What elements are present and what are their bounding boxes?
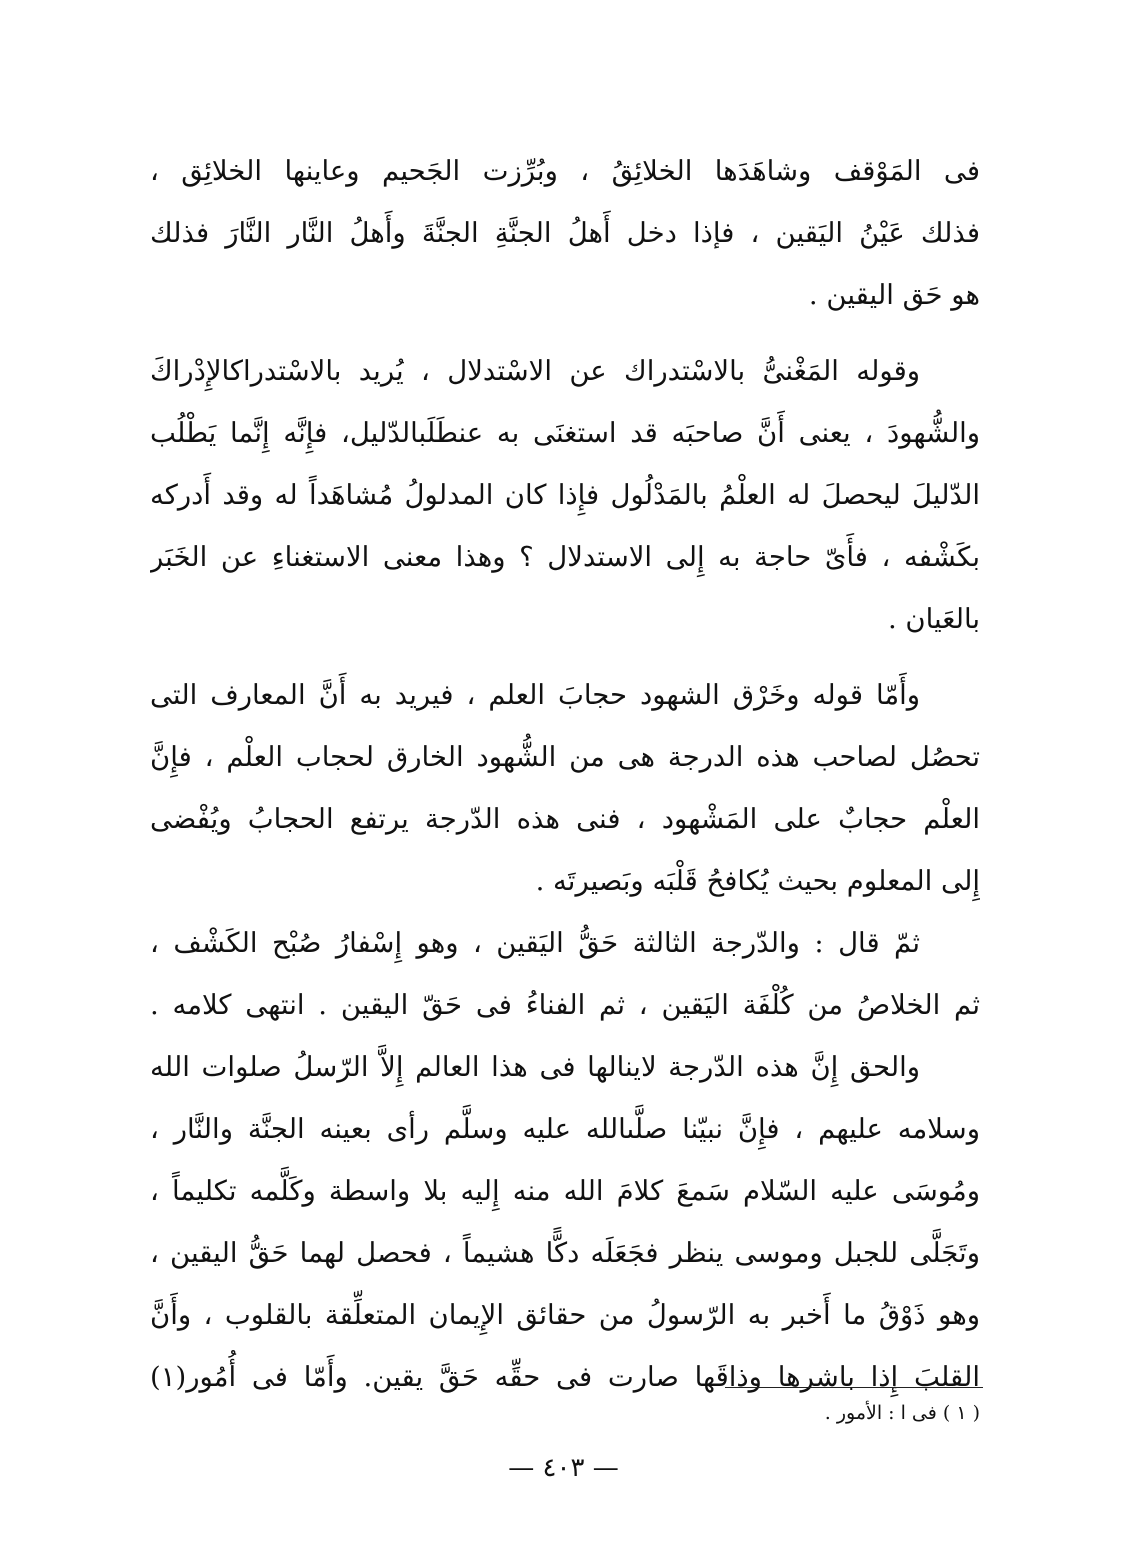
text-line: الدّليلَ ليحصلَ له العلْمُ بالمَدْلُول فإِذا كان المدلولُ مُشاهَداً له وقد أَدركه bbox=[150, 479, 980, 511]
text-line: فذلك عَيْنُ اليَقين ، فإذا دخل أَهلُ الجنَّةِ الجنَّةَ وأَهلُ النَّار النَّارَ فذلك bbox=[150, 217, 980, 249]
text-line: وهو ذَوْقُ ما أَخبر به الرّسولُ من حقائق الإِيمان المتعلِّقة بالقلوب ، وأَنَّ bbox=[150, 1299, 980, 1331]
text-line: بالعَيان . bbox=[887, 603, 980, 635]
page-number: — ٤٠٣ — bbox=[508, 1453, 619, 1483]
text-line: بكَشْفه ، فأَىّ حاجة به إِلى الاستدلال ؟ وهذا معنى الاستغناءِ عن الخَبَر bbox=[150, 541, 980, 573]
text-line: والحق إِنَّ هذه الدّرجة لاينالها فى هذا العالم إِلاَّ الرّسلُ صلوات الله bbox=[150, 1051, 920, 1083]
text-line: هو حَق اليقين . bbox=[808, 279, 980, 311]
text-line: وسلامه عليهم ، فإِنَّ نبيّنا صلَّىالله عليه وسلَّم رأى بعينه الجنَّة والنَّار ، bbox=[150, 1113, 980, 1145]
text-line: فى المَوْقف وشاهَدَها الخلائِقُ ، وبُرِّزت الجَحيم وعاينها الخلائِق ، bbox=[150, 155, 980, 187]
text-line: العلْم حجابٌ على المَشْهود ، فنى هذه الدّرجة يرتفع الحجابُ ويُفْضى bbox=[150, 803, 980, 835]
text-line: ومُوسَى عليه السّلام سَمعَ كلامَ الله منه إِليه بلا واسطة وكَلَّمه تكليماً ، bbox=[150, 1175, 980, 1207]
text-line: ثم الخلاصُ من كُلْفَة اليَقين ، ثم الفناءُ فى حَقّ اليقين . انتهى كلامه . bbox=[150, 989, 980, 1021]
text-line: وتَجَلَّى للجبل وموسى ينظر فجَعَلَه دكًّا هشيماً ، فحصل لهما حَقُّ اليقين ، bbox=[150, 1237, 980, 1269]
text-line: القلبَ إِذا باشرها وذاقَها صارت فى حقِّه حَقَّ يقين. وأَمّا فى أُمُور(١) bbox=[150, 1361, 980, 1393]
text-line: والشُّهودَ ، يعنى أَنَّ صاحبَه قد استغنَى به عنطَلَبالدّليل، فإِنَّه إِنَّما يَطْلُب bbox=[150, 417, 980, 449]
footnote: ( ١ ) فى ا : الأمور . bbox=[824, 1402, 980, 1424]
text-line: وأَمّا قوله وخَرْق الشهود حجابَ العلم ، فيريد به أَنَّ المعارف التى bbox=[150, 679, 920, 711]
text-line: تحصُل لصاحب هذه الدرجة هى من الشُّهود الخارق لحجاب العلْم ، فإِنَّ bbox=[150, 741, 980, 773]
body-text bbox=[150, 140, 980, 1408]
text-line: ثمّ قال : والدّرجة الثالثة حَقُّ اليَقين ، وهو إِسْفارُ صُبْح الكَشْف ، bbox=[150, 927, 920, 959]
footnote-divider bbox=[725, 1387, 983, 1388]
text-line: وقوله المَغْنىُّ بالاسْتدراك عن الاسْتدلال ، يُريد بالاسْتدراكالإِدْراكَ bbox=[150, 355, 920, 387]
text-line: إِلى المعلوم بحيث يُكافحُ قَلْبَه وبَصيرتَه . bbox=[535, 865, 980, 897]
